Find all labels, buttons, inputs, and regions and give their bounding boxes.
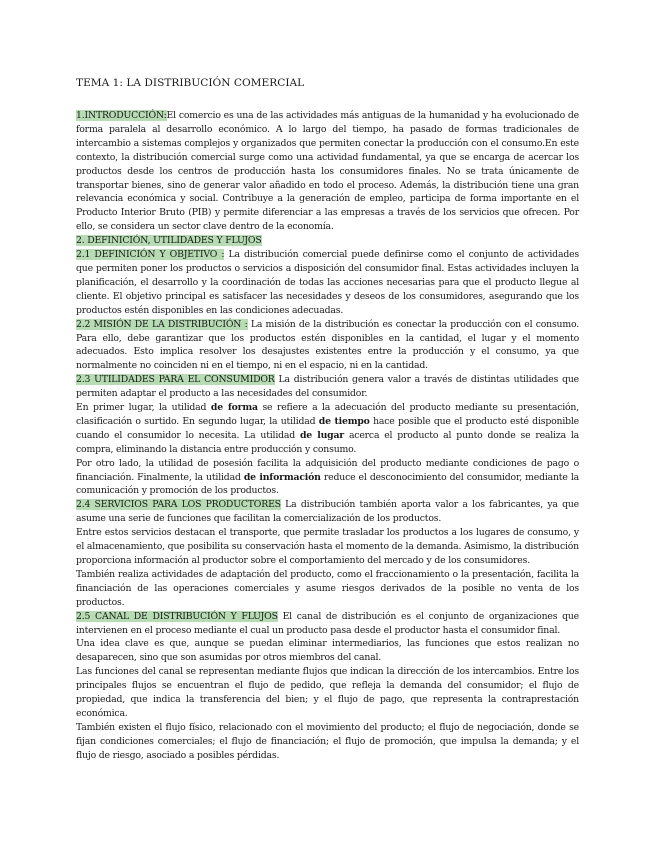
paragraph-text: Una idea clave es que, aunque se puedan eliminar intermediarios, las funciones que estos realizan no desaparecen, sino que son asumidas por otros miembros del canal.: [76, 638, 579, 664]
paragraph-servicios-transporte: [76, 526, 579, 568]
heading-definicion-utilidades-flujos: 2. DEFINICIÓN, UTILIDADES Y FLUJOS: [76, 235, 262, 247]
heading-definicion-objetivo: 2.1 DEFINICIÓN Y OBJETIVO :: [76, 249, 225, 261]
paragraph-mision: [76, 318, 579, 374]
paragraph-introduccion: [76, 109, 579, 234]
paragraph-utilidades: [76, 373, 579, 401]
bold-term: de tiempo: [318, 415, 370, 427]
heading-canal-distribucion: 2.5 CANAL DE DISTRIBUCIÓN Y FLUJOS: [76, 610, 278, 622]
document-body: [76, 109, 579, 763]
paragraph-text: se refiere a la adecuación del producto mediante su presentación, clasificación o surtido. En segundo lugar, la utilidad: [76, 402, 580, 427]
paragraph-text: acerca el producto al punto donde se realiza la compra, eliminando la distancia entre producción y consumo.: [76, 429, 579, 455]
paragraph-text: hace posible que el producto esté disponible cuando el consumidor lo necesita. La utilidad: [76, 415, 580, 441]
paragraph-text: Por otro lado, la utilidad de posesión facilita la adquisición del producto mediante condiciones de pago o financiación. Finalmente, la utilidad: [76, 457, 579, 483]
paragraph-text: La misión de la distribución es conectar la producción con el consumo. Para ello, debe garantizar que los productos estén disponibles en la cantidad, el lugar y el momento adecuados. Esto implica resolver los desajustes existentes entre la producción y el consumo, ya que normalmente no coinciden ni en el tiempo, ni en el espacio, ni en la cantidad.: [76, 318, 580, 372]
paragraph-servicios-adaptacion: [76, 568, 579, 610]
paragraph-text: La distribución genera valor a través de distintas utilidades que permiten adaptar el producto a las necesidades del consumidor.: [76, 374, 580, 400]
paragraph-definicion: [76, 248, 579, 318]
heading-mision-distribucion: 2.2 MISIÓN DE LA DISTRIBUCIÓN :: [76, 318, 248, 330]
heading-introduccion: 1.INTRODUCCIÓN:: [76, 110, 167, 121]
heading-servicios-productores: 2.4 SERVICIOS PARA LOS PRODUCTORES: [76, 499, 281, 511]
paragraph-text: El canal de distribución es el conjunto de organizaciones que intervienen en el proceso mediante el cual un producto pasa desde el productor hasta el consumidor final.: [76, 610, 580, 636]
paragraph-text: La distribución también aporta valor a los fabricantes, ya que asume una serie de funciones que facilitan la comercialización de los productos.: [76, 499, 579, 525]
paragraph-servicios: [76, 498, 579, 526]
paragraph-otros-flujos: [76, 721, 579, 763]
paragraph-text: reduce el desconocimiento del consumidor, mediante la comunicación y promoción de los productos.: [76, 471, 579, 497]
paragraph-funciones-canal: [76, 665, 579, 721]
paragraph-posesion: [76, 457, 579, 499]
document-title: TEMA 1: LA DISTRIBUCIÓN COMERCIAL: [76, 77, 305, 89]
paragraph-text: Entre estos servicios destacan el transporte, que permite trasladar los productos a los lugares de consumo, y el almacenamiento, que posibilita su conservación hasta el momento de la demanda. Asimismo, la distribución proporciona información al productor sobre el comportamiento del mercado y de los consumidores.: [76, 527, 579, 566]
paragraph-section-2: [76, 234, 579, 248]
paragraph-text: En primer lugar, la utilidad: [76, 402, 211, 414]
paragraph-utilidades-detalle: [76, 401, 579, 457]
paragraph-text: El comercio es una de las actividades más antiguas de la humanidad y ha evolucionado de forma paralela al desarrollo económico. A lo largo del tiempo, ha pasado de formas tradicionales de intercambio a sistemas complejos y organizados que permiten conectar la producción con el consumo.En este contexto, la distribución comercial surge como una actividad fundamental, ya que se encarga de acercar los productos desde los centros de producción hasta los consumidores finales. No se trata únicamente de transportar bienes, sino de generar valor añadido en todo el proceso. Además, la distribución tiene una gran relevancia económica y social. Contribuye a la generación de empleo, participa de forma importante en el Producto Interior Bruto (PIB) y permite diferenciar a las empresas a través de los servicios que ofrecen. Por ello, se considera un sector clave dentro de la economía.: [76, 110, 579, 233]
heading-utilidades-consumidor: 2.3 UTILIDADES PARA EL CONSUMIDOR: [76, 374, 275, 386]
paragraph-canal: [76, 610, 579, 638]
bold-term: de forma: [210, 402, 258, 414]
paragraph-text: Las funciones del canal se representan mediante flujos que indican la dirección de los intercambios. Entre los principales flujos se encuentran el flujo de pedido, que refleja la demanda del consumidor; el flujo de propiedad, que indica la transferencia del bien; y el flujo de pago, que representa la contraprestación económica.: [76, 666, 579, 719]
paragraph-text: También existen el flujo físico, relacionado con el movimiento del producto; el flujo de negociación, donde se fijan condiciones comerciales; el flujo de financiación; el flujo de promoción, que impulsa la demanda; y el flujo de riesgo, asociado a posibles pérdidas.: [76, 721, 579, 761]
bold-term: de información: [243, 471, 321, 483]
bold-term: de lugar: [299, 429, 345, 441]
paragraph-text: También realiza actividades de adaptación del producto, como el fraccionamiento o la presentación, facilita la financiación de las operaciones comerciales y asume riesgos derivados de la posible no venta de los productos.: [76, 568, 579, 608]
paragraph-idea-clave: [76, 637, 579, 665]
paragraph-text: La distribución comercial puede definirse como el conjunto de actividades que permiten poner los productos o servicios a disposición del consumidor final. Estas actividades incluyen la planificación, el desarrollo y la coordinación de todas las acciones necesarias para que el producto llegue al cliente. El objetivo principal es satisfacer las necesidades y deseos de los consumidores, asegurando que los productos estén disponibles en las condiciones adecuadas.: [76, 249, 580, 316]
